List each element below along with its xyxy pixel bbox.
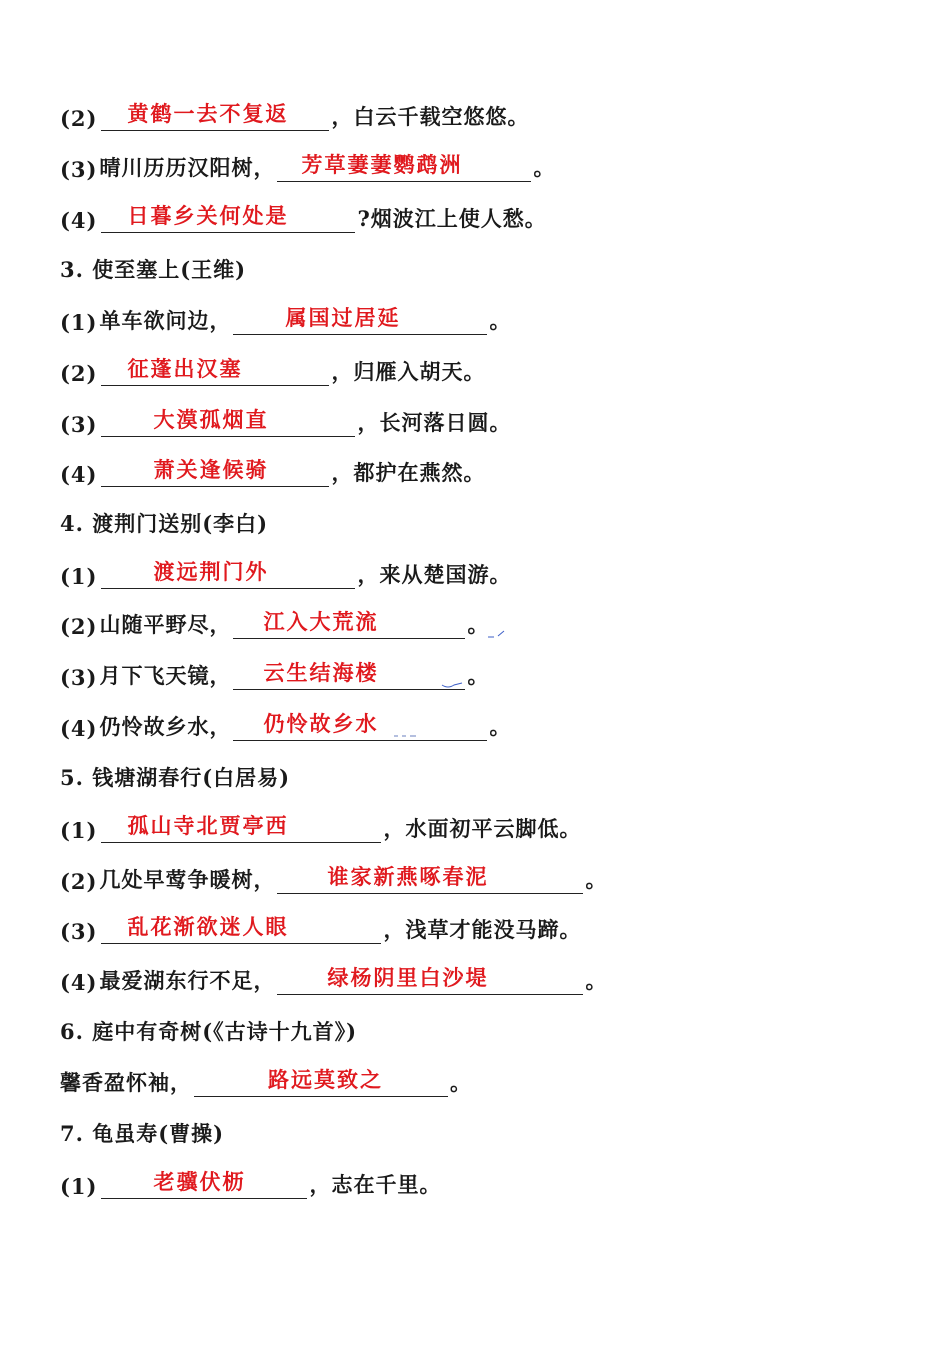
question-number: (4) (60, 208, 98, 233)
answer-text: 仍怜故乡水 (263, 711, 379, 736)
question-line (60, 453, 485, 487)
question-post-text: ，长河落日圆。 (357, 410, 512, 435)
question-post-text: 。 (467, 663, 490, 688)
scan-mark (392, 731, 422, 739)
question-number: (1) (60, 564, 98, 589)
question-post-text: 。 (450, 1070, 472, 1095)
scan-mark (486, 628, 508, 640)
question-line (60, 860, 607, 894)
question-line (60, 148, 555, 182)
question-number: (1) (60, 310, 98, 335)
answer-text: 云生结海楼 (263, 660, 379, 685)
answer-text: 绿杨阴里白沙堤 (327, 965, 489, 990)
question-pre-text: 最爱湖东行不足， (99, 968, 276, 993)
answer-blank[interactable] (233, 712, 487, 741)
answer-text: 大漠孤烟直 (153, 407, 269, 432)
answer-blank[interactable] (101, 458, 329, 487)
question-line (60, 809, 581, 843)
answer-blank[interactable] (101, 102, 329, 131)
question-line (60, 605, 489, 639)
question-number: (2) (60, 614, 98, 639)
poem-title: 3. 使至塞上(王维) (60, 257, 247, 282)
question-pre-text: 几处早莺争暖树， (99, 867, 276, 892)
question-post-text: 。 (533, 155, 556, 180)
answer-text: 日暮乡关何处是 (127, 203, 289, 228)
answer-text: 老骥伏枥 (153, 1169, 246, 1194)
question-number: (3) (60, 665, 98, 690)
poem-heading (60, 504, 268, 538)
answer-text: 征蓬出汉塞 (127, 356, 243, 381)
question-post-text: ，浅草才能没马蹄。 (383, 917, 582, 942)
question-number: (1) (60, 818, 98, 843)
answer-blank[interactable] (101, 560, 355, 589)
question-pre-text: 仍怜故乡水， (99, 714, 232, 739)
question-line (60, 1063, 472, 1097)
question-post-text: 。 (489, 714, 512, 739)
question-post-text: ?烟波江上使人愁。 (357, 206, 547, 231)
poem-title: 6. 庭中有奇树(《古诗十九首》) (60, 1019, 358, 1044)
poem-title: 5. 钱塘湖春行(白居易) (60, 765, 291, 790)
poem-heading (60, 1114, 224, 1148)
question-line (60, 403, 511, 437)
question-line (60, 301, 511, 335)
answer-blank[interactable] (101, 814, 381, 843)
question-post-text: 。 (585, 968, 608, 993)
question-pre-text: 单车欲问边， (99, 308, 232, 333)
answer-blank[interactable] (101, 357, 329, 386)
question-number: (2) (60, 869, 98, 894)
question-line (60, 961, 607, 995)
poem-heading (60, 250, 246, 284)
question-number: (4) (60, 716, 98, 741)
answer-blank[interactable] (101, 915, 381, 944)
poem-heading (60, 758, 290, 792)
question-number: (2) (60, 106, 98, 131)
scan-mark (440, 680, 466, 690)
poem-title: 7. 龟虽寿(曹操) (60, 1121, 225, 1146)
poem-heading (60, 1012, 357, 1046)
question-number: (3) (60, 919, 98, 944)
answer-text: 黄鹤一去不复返 (127, 101, 289, 126)
answer-blank[interactable] (277, 966, 583, 995)
answer-blank[interactable] (101, 1170, 307, 1199)
question-line (60, 199, 547, 233)
answer-blank[interactable] (233, 661, 465, 690)
answer-blank[interactable] (233, 306, 487, 335)
question-line (60, 555, 511, 589)
answer-blank[interactable] (101, 204, 355, 233)
question-pre-text: 月下飞天镜， (99, 663, 232, 688)
answer-text: 谁家新燕啄春泥 (327, 864, 489, 889)
answer-blank[interactable] (233, 610, 465, 639)
question-pre-text: 山随平野尽， (99, 612, 232, 637)
question-post-text: 。 (467, 612, 490, 637)
question-post-text: ，都护在燕然。 (331, 460, 486, 485)
question-post-text: 。 (585, 867, 608, 892)
answer-text: 属国过居延 (285, 305, 401, 330)
question-line (60, 1165, 441, 1199)
answer-text: 路远莫致之 (268, 1067, 383, 1092)
question-number: (2) (60, 361, 98, 386)
answer-blank[interactable] (194, 1068, 448, 1097)
question-post-text: ，来从楚国游。 (357, 562, 512, 587)
answer-blank[interactable] (277, 865, 583, 894)
answer-text: 芳草萋萋鹦鹉洲 (301, 152, 463, 177)
question-number: (4) (60, 970, 98, 995)
answer-blank[interactable] (101, 408, 355, 437)
question-post-text: ，志在千里。 (309, 1172, 442, 1197)
answer-text: 乱花渐欲迷人眼 (127, 914, 289, 939)
question-pre-text: 晴川历历汉阳树， (99, 155, 276, 180)
question-pre-text: 馨香盈怀袖， (60, 1070, 192, 1095)
question-post-text: ，白云千载空悠悠。 (331, 104, 530, 129)
question-post-text: ，水面初平云脚低。 (383, 816, 582, 841)
question-number: (1) (60, 1174, 98, 1199)
answer-blank[interactable] (277, 153, 531, 182)
question-line (60, 707, 511, 741)
answer-text: 渡远荆门外 (153, 559, 269, 584)
question-line (60, 352, 485, 386)
poem-title: 4. 渡荆门送别(李白) (60, 511, 269, 536)
question-line (60, 656, 489, 690)
question-post-text: ，归雁入胡天。 (331, 359, 486, 384)
answer-text: 孤山寺北贾亭西 (127, 813, 289, 838)
question-number: (3) (60, 157, 98, 182)
question-line (60, 97, 529, 131)
question-number: (4) (60, 462, 98, 487)
question-post-text: 。 (489, 308, 512, 333)
question-line (60, 910, 581, 944)
question-number: (3) (60, 412, 98, 437)
answer-text: 萧关逢候骑 (153, 457, 269, 482)
answer-text: 江入大荒流 (263, 609, 379, 634)
